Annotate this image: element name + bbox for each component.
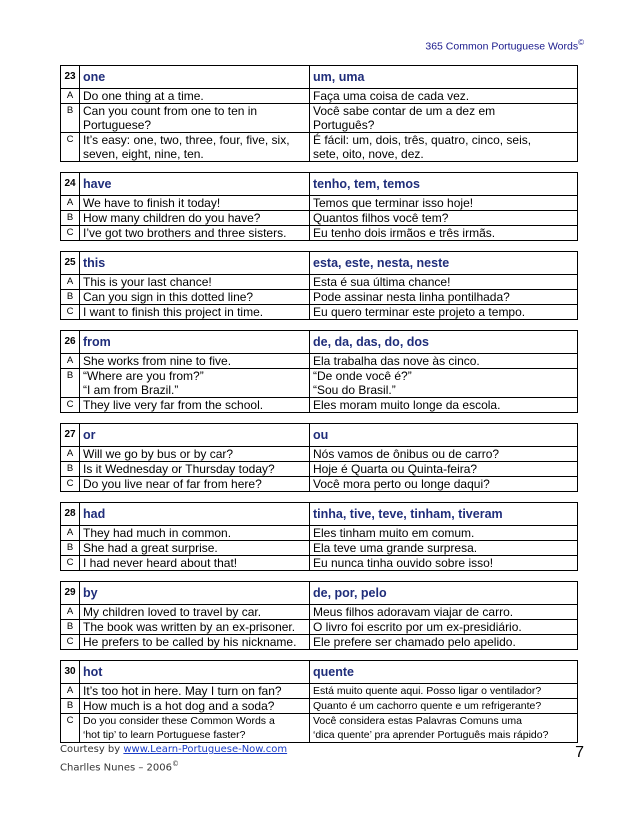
example-row <box>61 526 578 541</box>
example-label: C <box>61 226 80 241</box>
english-sentence: Do you consider these Common Words a ‘hot tip’ to learn Portuguese faster? <box>80 714 310 743</box>
example-label: A <box>61 354 80 369</box>
example-row <box>61 462 578 477</box>
english-sentence: I’ve got two brothers and three sisters. <box>80 226 310 241</box>
portuguese-sentence: Meus filhos adoravam viajar de carro. <box>310 605 578 620</box>
word-header-row <box>61 252 578 275</box>
portuguese-sentence: Ela teve uma grande surpresa. <box>310 541 578 556</box>
english-sentence: This is your last chance! <box>80 275 310 290</box>
word-header-row <box>61 503 578 526</box>
portuguese-sentence: Quanto é um cachorro quente e um refrigerante? <box>310 699 578 714</box>
example-row <box>61 605 578 620</box>
english-sentence: Can you sign in this dotted line? <box>80 290 310 305</box>
portuguese-sentence: Hoje é Quarta ou Quinta-feira? <box>310 462 578 477</box>
word-number: 28 <box>61 503 80 526</box>
example-label: B <box>61 104 80 133</box>
english-sentence: They live very far from the school. <box>80 398 310 413</box>
word-header-row <box>61 331 578 354</box>
example-label: C <box>61 305 80 320</box>
english-sentence: How many children do you have? <box>80 211 310 226</box>
portuguese-sentence: Nós vamos de ônibus ou de carro? <box>310 447 578 462</box>
portuguese-sentence: Temos que terminar isso hoje! <box>310 196 578 211</box>
word-number: 25 <box>61 252 80 275</box>
word-table-24 <box>60 172 578 241</box>
english-sentence: She works from nine to five. <box>80 354 310 369</box>
example-row <box>61 714 578 743</box>
example-row <box>61 635 578 650</box>
website-link[interactable]: www.Learn-Portuguese-Now.com <box>123 744 288 755</box>
portuguese-sentence: Quantos filhos você tem? <box>310 211 578 226</box>
portuguese-sentence: Eu nunca tinha ouvido sobre isso! <box>310 556 578 571</box>
example-row <box>61 477 578 492</box>
word-header-row <box>61 424 578 447</box>
example-label: C <box>61 714 80 743</box>
word-number: 27 <box>61 424 80 447</box>
example-label: A <box>61 89 80 104</box>
example-row <box>61 354 578 369</box>
word-tables <box>60 65 578 753</box>
portuguese-sentence: É fácil: um, dois, três, quatro, cinco, seis, sete, oito, nove, dez. <box>310 133 578 162</box>
example-label: A <box>61 196 80 211</box>
example-row <box>61 104 578 133</box>
example-row <box>61 447 578 462</box>
example-label: B <box>61 290 80 305</box>
example-row <box>61 305 578 320</box>
example-row <box>61 541 578 556</box>
word-table-29 <box>60 581 578 650</box>
footer <box>60 742 287 775</box>
example-row <box>61 290 578 305</box>
example-label: A <box>61 275 80 290</box>
portuguese-sentence: O livro foi escrito por um ex-presidiário. <box>310 620 578 635</box>
example-row <box>61 196 578 211</box>
english-sentence: Can you count from one to ten in Portuguese? <box>80 104 310 133</box>
example-label: A <box>61 447 80 462</box>
portuguese-sentence: Está muito quente aqui. Posso ligar o ventilador? <box>310 684 578 699</box>
english-sentence: The book was written by an ex-prisoner. <box>80 620 310 635</box>
word-number: 30 <box>61 661 80 684</box>
example-row <box>61 556 578 571</box>
portuguese-sentence: Ela trabalha das nove às cinco. <box>310 354 578 369</box>
english-sentence: Do you live near of far from here? <box>80 477 310 492</box>
example-row <box>61 226 578 241</box>
english-word: one <box>80 66 310 89</box>
example-row <box>61 398 578 413</box>
example-row <box>61 620 578 635</box>
example-label: A <box>61 526 80 541</box>
example-row <box>61 684 578 699</box>
portuguese-sentence: “De onde você é?” “Sou do Brasil.” <box>310 369 578 398</box>
example-row <box>61 211 578 226</box>
example-row <box>61 369 578 398</box>
example-label: C <box>61 477 80 492</box>
portuguese-sentence: Você mora perto ou longe daqui? <box>310 477 578 492</box>
example-label: A <box>61 605 80 620</box>
english-word: this <box>80 252 310 275</box>
author-name: Charlles Nunes – 2006 <box>60 762 172 774</box>
english-sentence: Will we go by bus or by car? <box>80 447 310 462</box>
portuguese-sentence: Você considera estas Palavras Comuns uma ‘dica quente’ pra aprender Português mais rápido? <box>310 714 578 743</box>
word-table-28 <box>60 502 578 571</box>
example-label: B <box>61 462 80 477</box>
english-word: from <box>80 331 310 354</box>
portuguese-word: de, por, pelo <box>310 582 578 605</box>
word-table-25 <box>60 251 578 320</box>
english-sentence: She had a great surprise. <box>80 541 310 556</box>
portuguese-sentence: Você sabe contar de um a dez em Português? <box>310 104 578 133</box>
word-table-30 <box>60 660 578 743</box>
portuguese-sentence: Faça uma coisa de cada vez. <box>310 89 578 104</box>
word-number: 23 <box>61 66 80 89</box>
portuguese-word: quente <box>310 661 578 684</box>
example-label: B <box>61 620 80 635</box>
courtesy-label: Courtesy by <box>60 744 124 755</box>
english-word: hot <box>80 661 310 684</box>
english-sentence: Do one thing at a time. <box>80 89 310 104</box>
word-header-row <box>61 66 578 89</box>
example-label: A <box>61 684 80 699</box>
english-sentence: They had much in common. <box>80 526 310 541</box>
portuguese-sentence: Pode assinar nesta linha pontilhada? <box>310 290 578 305</box>
portuguese-sentence: Eles tinham muito em comum. <box>310 526 578 541</box>
example-label: B <box>61 369 80 398</box>
example-row <box>61 133 578 162</box>
example-label: C <box>61 133 80 162</box>
word-table-23 <box>60 65 578 162</box>
portuguese-word: tinha, tive, teve, tinham, tiveram <box>310 503 578 526</box>
example-label: B <box>61 541 80 556</box>
example-label: B <box>61 211 80 226</box>
page-number: 7 <box>575 744 584 761</box>
example-row <box>61 275 578 290</box>
example-row <box>61 699 578 714</box>
word-header-row <box>61 582 578 605</box>
portuguese-word: esta, este, nesta, neste <box>310 252 578 275</box>
portuguese-word: um, uma <box>310 66 578 89</box>
english-word: or <box>80 424 310 447</box>
word-table-27 <box>60 423 578 492</box>
example-label: C <box>61 556 80 571</box>
english-sentence: I want to finish this project in time. <box>80 305 310 320</box>
example-label: B <box>61 699 80 714</box>
footer-copyright-mark: © <box>171 760 179 768</box>
english-sentence: Is it Wednesday or Thursday today? <box>80 462 310 477</box>
portuguese-sentence: Eles moram muito longe da escola. <box>310 398 578 413</box>
word-number: 26 <box>61 331 80 354</box>
copyright-mark: © <box>578 38 584 47</box>
english-sentence: It’s easy: one, two, three, four, five, six, seven, eight, nine, ten. <box>80 133 310 162</box>
english-word: by <box>80 582 310 605</box>
example-label: C <box>61 635 80 650</box>
english-word: have <box>80 173 310 196</box>
word-header-row <box>61 661 578 684</box>
portuguese-sentence: Esta é sua última chance! <box>310 275 578 290</box>
example-label: C <box>61 398 80 413</box>
author-line <box>60 757 287 775</box>
english-sentence: “Where are you from?” “I am from Brazil.” <box>80 369 310 398</box>
english-word: had <box>80 503 310 526</box>
courtesy-line <box>60 742 287 757</box>
english-sentence: It’s too hot in here. May I turn on fan? <box>80 684 310 699</box>
document-title: 365 Common Portuguese Words <box>425 40 579 53</box>
english-sentence: How much is a hot dog and a soda? <box>80 699 310 714</box>
portuguese-word: tenho, tem, temos <box>310 173 578 196</box>
word-number: 29 <box>61 582 80 605</box>
word-table-26 <box>60 330 578 413</box>
portuguese-word: de, da, das, do, dos <box>310 331 578 354</box>
english-sentence: I had never heard about that! <box>80 556 310 571</box>
english-sentence: My children loved to travel by car. <box>80 605 310 620</box>
portuguese-sentence: Eu tenho dois irmãos e três irmãs. <box>310 226 578 241</box>
portuguese-word: ou <box>310 424 578 447</box>
portuguese-sentence: Eu quero terminar este projeto a tempo. <box>310 305 578 320</box>
english-sentence: He prefers to be called by his nickname. <box>80 635 310 650</box>
word-number: 24 <box>61 173 80 196</box>
english-sentence: We have to finish it today! <box>80 196 310 211</box>
example-row <box>61 89 578 104</box>
page-header <box>425 38 584 53</box>
word-header-row <box>61 173 578 196</box>
portuguese-sentence: Ele prefere ser chamado pelo apelido. <box>310 635 578 650</box>
